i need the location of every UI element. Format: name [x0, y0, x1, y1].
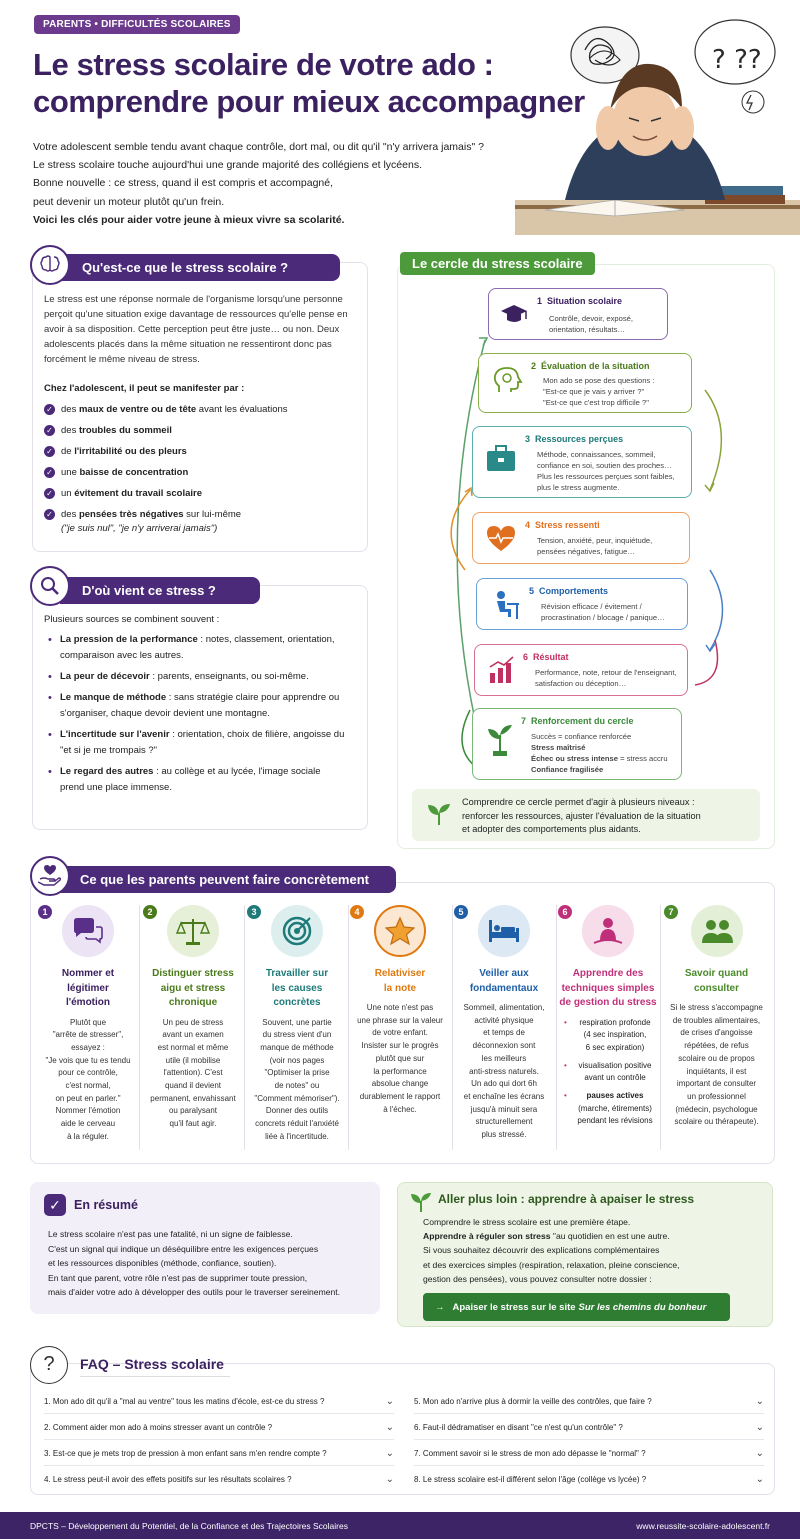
further-text: Comprendre le stress scolaire est une première étape. Apprendre à réguler son stress "au quotidien en est une autre. Si vous souhaitez découvrir des explications complémentaires et des exercices simples (respiration, relaxation, pleine conscience, gestion des pensées), vous pouvez consulter notre dossier :: [423, 1217, 680, 1284]
category-tag: PARENTS • DIFFICULTÉS SCOLAIRES: [34, 15, 240, 34]
manifestation-list: [44, 403, 359, 543]
parent-tip-1: 1 Nommer et légitimer l'émotion Plutôt que "arrête de stresser", essayez : "Je vois que tu es tendu pour ce contrôle, c'est normal, on peut en parler." Nommer l'émotion aide le cerveau à la réguler.: [38, 905, 138, 1144]
check-icon: ✓: [44, 404, 55, 415]
list-item: • pauses actives (marche, étirements) pendant les révisions: [564, 1091, 653, 1126]
list-item: • La peur de décevoir : parents, enseignants, ou soi-même.: [46, 669, 346, 685]
brain-icon: [30, 245, 70, 285]
chevron-down-icon: ⌄: [755, 1474, 764, 1485]
list-item: • respiration profonde (4 sec inspiration, 6 sec expiration): [564, 1017, 651, 1052]
stress-site-button[interactable]: → Apaiser le stress sur le site Sur les chemins du bonheur: [423, 1293, 730, 1321]
faq-item-2[interactable]: 2. Comment aider mon ado à moins stresser avant un contrôle ? ⌄: [44, 1415, 394, 1440]
arrow-right-icon: →: [435, 1301, 445, 1313]
magnifier-icon: [30, 566, 70, 606]
parent-tip-4: 4 Relativiser la note Une note n'est pas une phrase sur la valeur de votre enfant. Insister sur le progrès plutôt que sur la performance absolue change durablement le rapport à l'échec.: [350, 905, 450, 1116]
check-icon: ✓: [44, 425, 55, 436]
check-icon: ✓: [44, 488, 55, 499]
list-item: ✓ des pensées très négatives sur lui-même ("je suis nul", "je n'y arriverai jamais"): [44, 508, 359, 536]
briefcase-icon: [485, 443, 517, 473]
list-item: ✓ des troubles du sommeil: [44, 424, 359, 438]
faq-item-7[interactable]: 7. Comment savoir si le stress de mon ado dépasse le "normal" ? ⌄: [414, 1441, 764, 1466]
summary-text: Le stress scolaire n'est pas une fatalité, ni un signe de faiblesse. C'est un signal qui indique un déséquilibre entre les exigences perçues et les ressources disponibles (méthode, confiance, soutien). En tant que parent, votre rôle n'est pas de supprimer toute pression, mais d'aider votre ado à développer des outils pour le traverser sereinement.: [48, 1229, 341, 1298]
target-icon: [271, 905, 323, 957]
parent-tip-3: 3 Travailler sur les causes concrètes Souvent, une partie du stress vient d'un manque de méthode (voir nos pages "Optimiser la prise de notes" ou "Comment mémoriser"). Donner des outils concrets réduit l'anxiété liée à l'incertitude.: [247, 905, 347, 1144]
bar-chart-icon: [487, 655, 517, 685]
faq-title: FAQ – Stress scolaire: [80, 1356, 224, 1372]
list-item: • La pression de la performance : notes, classement, orientation, comparaison avec les autres.: [46, 632, 346, 664]
parent-tip-5: 5 Veiller aux fondamentaux Sommeil, alimentation, activité physique et temps de déconnexion sont les meilleurs anti-stress naturels. Un ado qui dort 6h et enchaîne les écrans jusqu'à minuit sera structurellement plus stressé.: [454, 905, 554, 1142]
faq-item-6[interactable]: 6. Faut-il dédramatiser en disant "ce n'est qu'un contrôle" ? ⌄: [414, 1415, 764, 1440]
scales-icon: [167, 905, 219, 957]
list-item: ✓ des maux de ventre ou de tête avant les évaluations: [44, 403, 359, 417]
cycle-step-1: 1 Situation scolaire Contrôle, devoir, exposé, orientation, résultats…: [488, 288, 668, 340]
chevron-down-icon: ⌄: [755, 1421, 764, 1433]
faq-title-underline: [80, 1376, 230, 1377]
stressed-teen-illustration: [505, 10, 800, 235]
title-line-2: comprendre pour mieux accompagner: [33, 84, 585, 119]
people-icon: [691, 905, 743, 957]
faq-item-3[interactable]: 3. Est-ce que je mets trop de pression à mon enfant sans m'en rendre compte ? ⌄: [44, 1441, 394, 1466]
speech-bubbles-icon: [62, 905, 114, 957]
intro-line: Votre adolescent semble tendu avant chaque contrôle, dort mal, ou dit qu'il "n'y arrivera jamais" ?: [33, 141, 484, 153]
list-item: ✓ un évitement du travail scolaire: [44, 487, 359, 501]
chevron-down-icon: ⌄: [755, 1395, 764, 1407]
cycle-step-4: 4 Stress ressenti Tension, anxiété, peur, inquiétude, pensées négatives, fatigue…: [472, 512, 690, 564]
chevron-down-icon: ⌄: [385, 1474, 394, 1485]
sources-list: [46, 632, 346, 801]
summary-box: [30, 1182, 380, 1314]
list-item: • Le manque de méthode : sans stratégie claire pour apprendre ou s'organiser, chaque devoir devient une montagne.: [46, 690, 346, 722]
intro-text: [33, 138, 523, 229]
faq-item-1[interactable]: 1. Mon ado dit qu'il a "mal au ventre" tous les matins d'école, est-ce du stress ? ⌄: [44, 1389, 394, 1414]
footer-org: DPCTS – Développement du Potentiel, de la Confiance et des Trajectoires Scolaires: [30, 1520, 348, 1531]
parents-title: Ce que les parents peuvent faire concrètement: [58, 866, 396, 893]
cycle-step-6: 6 Résultat Performance, note, retour de l'enseignant, satisfaction ou déception…: [474, 644, 688, 696]
technique-list: [558, 1017, 658, 1129]
intro-line: peut devenir un moteur plutôt qu'un frein.: [33, 195, 225, 208]
bed-icon: [478, 905, 530, 957]
head-thinking-icon: [491, 366, 523, 398]
list-item: ✓ de l'irritabilité ou des pleurs: [44, 445, 359, 459]
sources-lead: Plusieurs sources se combinent souvent :: [44, 614, 220, 625]
star-icon: [374, 905, 426, 957]
what-is-stress-paragraph: Le stress est une réponse normale de l'organisme lorsqu'une personne perçoit qu'une situation exige davantage de ressources qu'elle pense en avoir à sa disposition. Cette perception peut être juste… ou non. Deux adolescents placés dans la même situation ne ressentiront donc pas forcément le même niveau de stress.: [44, 294, 348, 365]
graduation-cap-icon: [499, 299, 529, 329]
summary-title: En résumé: [74, 1198, 138, 1212]
hand-heart-icon: [30, 856, 70, 896]
footer: [0, 1512, 800, 1539]
cycle-step-5: 5 Comportements Révision efficace / évitement / procrastination / blocage / panique…: [476, 578, 688, 630]
footer-url[interactable]: www.reussite-scolaire-adolescent.fr: [636, 1520, 770, 1531]
student-desk-icon: [489, 589, 521, 621]
check-icon: ✓: [44, 509, 55, 520]
intro-line: Bonne nouvelle : ce stress, quand il est compris et accompagné,: [33, 177, 333, 190]
faq-item-8[interactable]: 8. Le stress scolaire est-il différent selon l'âge (collège vs lycée) ? ⌄: [414, 1474, 764, 1485]
cycle-step-3: 3 Ressources perçues Méthode, connaissances, sommeil, confiance en soi, soutien des proches… Plus les ressources perçues sont faibles, plus le stress augmente.: [472, 426, 692, 498]
parent-tip-7: 7 Savoir quand consulter Si le stress s'accompagne de troubles alimentaires, de crises d'angoisse répétées, de refus scolaire ou de propos inquiétants, il est important de consulter un professionnel (médecin, psychologue scolaire ou thérapeute).: [664, 905, 769, 1129]
chevron-down-icon: ⌄: [385, 1447, 394, 1459]
intro-line: Voici les clés pour aider votre jeune à mieux vivre sa scolarité.: [33, 213, 345, 226]
list-item: • visualisation positive avant un contrôle: [564, 1060, 652, 1083]
reinforcement-lines: Succès = confiance renforcée Stress maîtrisé Échec ou stress intense = stress accru Confiance fragilisée: [531, 732, 668, 774]
list-item: • L'incertitude sur l'avenir : orientation, choix de filière, angoisse du "et si je me trompais ?": [46, 727, 346, 759]
question-marks: ? ??: [712, 45, 762, 75]
quote: ("je suis nul", "je n'y arriverai jamais"): [61, 523, 218, 534]
cycle-step-2: 2 Évaluation de la situation Mon ado se pose des questions : "Est-ce que je vais y arriver ?" "Est-ce que c'est trop difficile ?": [478, 353, 692, 413]
further-box: [397, 1182, 773, 1327]
faq-item-5[interactable]: 5. Mon ado n'arrive plus à dormir la veille des contrôles, que faire ? ⌄: [414, 1389, 764, 1414]
parent-tip-6: 6 Apprendre des techniques simples de gestion du stress • respiration profonde (4 sec inspiration, 6 sec expiration) • visualisation positive avant un contrôle • pauses actives (marche, étirements) pendant les révisions: [558, 905, 658, 1128]
sources-title: D'où vient ce stress ?: [60, 577, 260, 604]
cycle-title: Le cercle du stress scolaire: [400, 252, 595, 275]
parent-tip-2: 2 Distinguer stress aigu et stress chronique Un peu de stress avant un examen est normal et même utile (il mobilise l'attention). C'est quand il devient permanent, envahissant ou paralysant qu'il faut agir.: [143, 905, 243, 1131]
check-icon: ✓: [44, 446, 55, 457]
cycle-note-box: Comprendre ce cercle permet d'agir à plusieurs niveaux : renforcer les ressources, ajuster l'évaluation de la situation et adopter des comportements plus aidants.: [412, 789, 760, 841]
leaf-icon: [426, 801, 452, 827]
sprout-icon: [410, 1191, 432, 1213]
chevron-down-icon: ⌄: [755, 1447, 764, 1459]
title-line-1: Le stress scolaire de votre ado :: [33, 47, 494, 82]
intro-line: Le stress scolaire touche aujourd'hui une grande majorité des collégiens et lycéens.: [33, 159, 422, 172]
plant-icon: [485, 723, 515, 757]
check-badge-icon: ✓: [44, 1194, 66, 1216]
what-is-stress-title: Qu'est-ce que le stress scolaire ?: [60, 254, 340, 281]
faq-question-icon: ?: [30, 1346, 68, 1384]
cycle-step-7: 7 Renforcement du cercle Succès = confiance renforcée Stress maîtrisé Échec ou stress intense = stress accru Confiance fragilisée: [472, 708, 682, 780]
list-item: ✓ une baisse de concentration: [44, 466, 359, 480]
faq-item-4[interactable]: 4. Le stress peut-il avoir des effets positifs sur les résultats scolaires ? ⌄: [44, 1474, 394, 1485]
heart-pulse-icon: [485, 523, 517, 553]
further-title: Aller plus loin : apprendre à apaiser le stress: [438, 1192, 695, 1206]
chevron-down-icon: ⌄: [385, 1421, 394, 1433]
chevron-down-icon: ⌄: [385, 1395, 394, 1407]
manifestation-lead: Chez l'adolescent, il peut se manifester par :: [44, 383, 245, 394]
check-icon: ✓: [44, 467, 55, 478]
meditation-icon: [582, 905, 634, 957]
list-item: • Le regard des autres : au collège et au lycée, l'image sociale prend une place immense.: [46, 764, 346, 796]
